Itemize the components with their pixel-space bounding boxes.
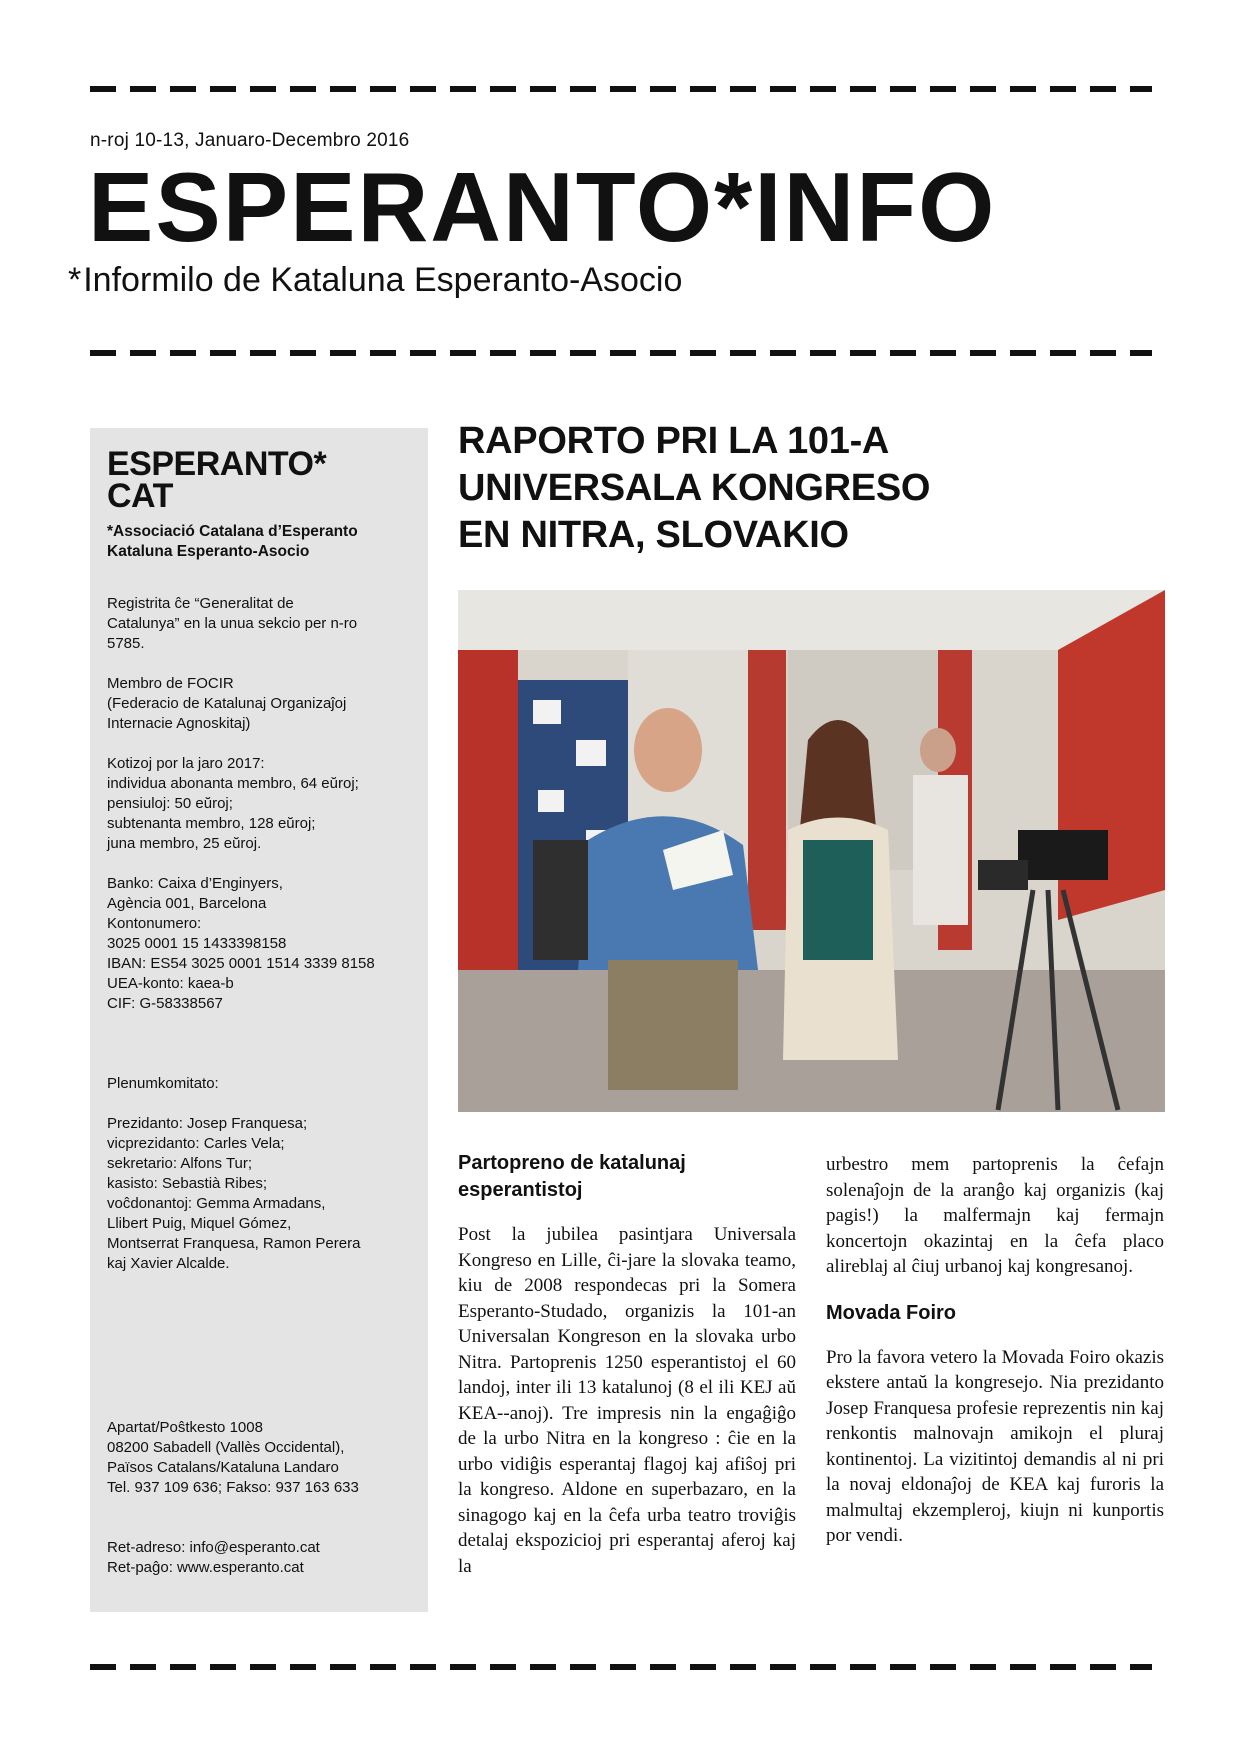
sidebar-box (90, 428, 428, 1612)
bottom-dashed-rule (90, 1664, 1152, 1670)
postal-address: Apartat/Poŝtkesto 1008 08200 Sabadell (Vallès Occidental), Països Catalans/Kataluna Landaro Tel. 937 109 636; Fakso: 937 163 633 (107, 1419, 359, 1496)
tagline-star: * (68, 261, 82, 299)
brand-subtitle: *Associació Catalana d’Esperanto Kataluna Esperanto-Asocio (107, 523, 358, 560)
article-column-left (458, 1150, 796, 1579)
contact-info: Ret-adreso: info@esperanto.cat Ret-paĝo: www.esperanto.cat (107, 1539, 320, 1576)
fees-info: Kotizoj por la jaro 2017: individua abonanta membro, 64 eŭroj; pensiuloj: 50 eŭroj; subtenanta membro, 128 eŭroj; juna membro, 25 eŭroj. (107, 755, 359, 852)
section-heading-movement-fair: Movada Foiro (826, 1301, 957, 1324)
section-body-participation: Post la jubilea pasintjara Universala Kongreso en Lille, ĉi-jare la slovaka teamo, kiu de 2008 respondecas pri la Somera Esperanto-Studado, organizis la 101-an Universalan Kongreson en la slovaka urbo Nitra. Partoprenis 1250 esperantistoj el 60 landoj, inter ili 13 katalunoj (8 el ili KEJ aŭ KEA--anoj). Tre impresis nin la engaĝiĝo de la urbo Nitra en la kongreso : ĉie en la urbo vidiĝis esperantaj flagoj kaj afiŝoj pri la kongreso. Aldone en superbazaro, en la sinagogo kaj en la ĉefa urba teatro troviĝis detalaj ekspozicioj pri esperantaj aferoj kaj la (458, 1224, 796, 1577)
issue-line: n-roj 10-13, Januaro-Decembro 2016 (90, 130, 410, 151)
masthead-title: ESPERANTO*INFO (88, 152, 997, 262)
committee-title: Plenumkomitato: (107, 1075, 219, 1092)
article-headline: RAPORTO PRI LA 101-A UNIVERSALA KONGRESO EN NITRA, SLOVAKIO (458, 420, 931, 556)
section-heading-participation: Partopreno de katalunaj esperantistoj (458, 1152, 686, 1201)
sidebar-brand-logo (107, 445, 327, 515)
congress-interview-photo (458, 590, 1165, 1112)
article-column-right (826, 1152, 1164, 1549)
tagline-text: Informilo de Kataluna Esperanto-Asocio (83, 261, 683, 299)
tagline (68, 263, 682, 297)
article-photo (458, 590, 1165, 1112)
section-body-participation-continued: urbestro mem partoprenis la ĉefajn solenaĵojn de la aranĝo kaj organizis (kaj pagis!) la malfermajn kaj fermajn koncertojn okazintaj en la ĉefa placo alireblaj al ĉiuj urbanoj kaj kongresanoj. (826, 1154, 1164, 1277)
top-dashed-rule (90, 86, 1152, 92)
brand-line-2: CAT (107, 477, 173, 515)
registration-info: Registrita ĉe “Generalitat de Catalunya” en la unua sekcio per n-ro 5785. (107, 595, 358, 652)
section-body-movement-fair: Pro la favora vetero la Movada Foiro okazis ekstere antaŭ la kongresejo. Nia prezidanto Josep Franquesa profesie reprezentis nin kaj renkontis malnovajn amikojn el pluraj kontinentoj. La vizitintoj demandis al ni pri la novaj eldonaĵoj de KEA kaj furoris la malmultaj ekzempleroj, kiujn ni kunportis por vendi. (826, 1346, 1164, 1546)
brand-line-1: ESPERANTO* (107, 445, 327, 483)
committee-members: Prezidanto: Josep Franquesa; vicprezidanto: Carles Vela; sekretario: Alfons Tur; kasisto: Sebastià Ribes; voĉdonantoj: Gemma Armadans, Llibert Puig, Miquel Gómez, Montserrat Franquesa, Ramon Perera kaj Xavier Alcalde. (107, 1115, 361, 1272)
membership-info: Membro de FOCIR (Federacio de Katalunaj Organizaĵoj Internacie Agnoskitaj) (107, 675, 347, 732)
header-bottom-dashed-rule (90, 350, 1152, 356)
bank-info: Banko: Caixa d’Enginyers, Agència 001, Barcelona Kontonumero: 3025 0001 15 1433398158 IBAN: ES54 3025 0001 1514 3339 8158 UEA-konto: kaea-b CIF: G-58338567 (107, 875, 375, 1012)
